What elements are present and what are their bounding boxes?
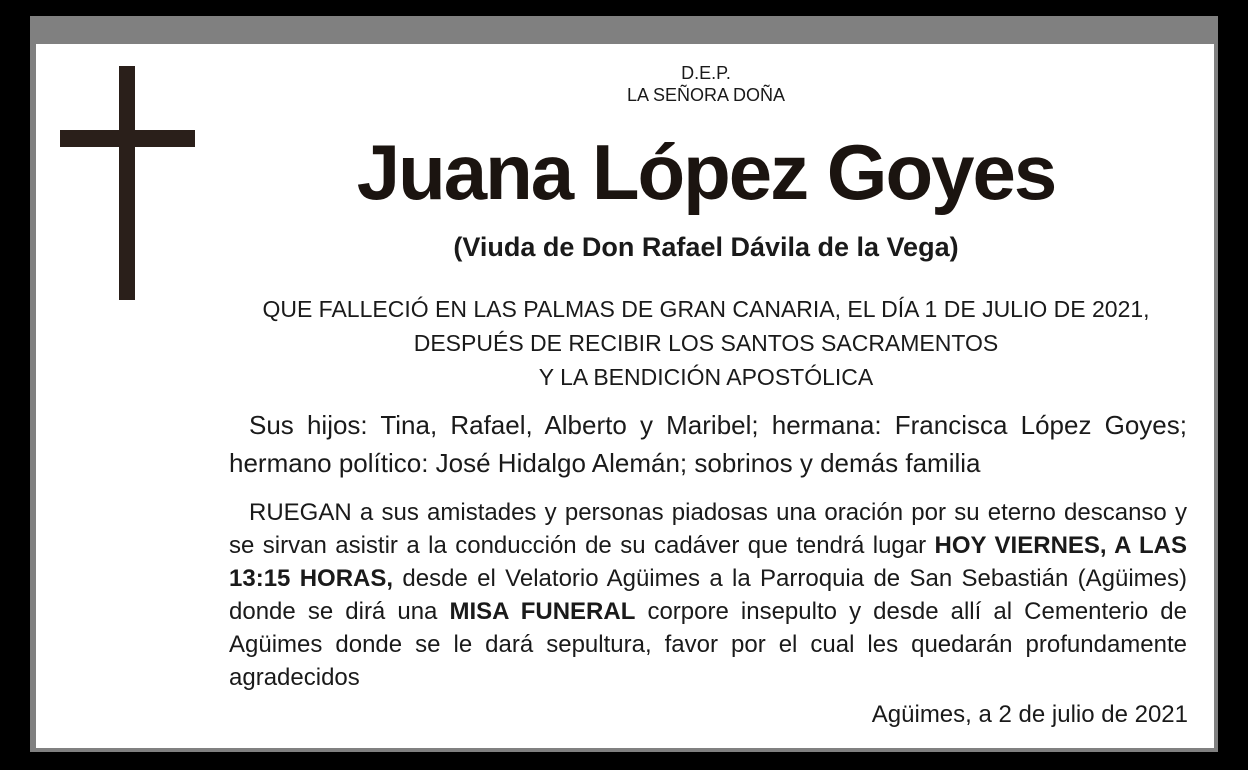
death-line: QUE FALLECIÓ EN LAS PALMAS DE GRAN CANARIA, EL DÍA 1 DE JULIO DE 2021, [262, 296, 1150, 322]
obituary-notice [36, 44, 1214, 748]
death-line: Y LA BENDICIÓN APOSTÓLICA [538, 364, 874, 390]
family-paragraph [229, 406, 1187, 482]
prayer-text-part: corpore insepulto y desde allí al Cementerio de Agüimes donde se le dará sepultura, favor por el cual les quedarán profundamente agradecidos [229, 598, 1187, 691]
death-announcement [226, 292, 1186, 394]
prayer-text-part: desde el Velatorio Agüimes a la Parroquia de San Sebastián (Agüimes) donde se dirá una [229, 565, 1188, 625]
prayer-text-part: RUEGAN a sus amistades y personas piadosas una oración por su eterno descanso y se sirvan asistir a la conducción de su cadáver que tendrá lugar [229, 499, 1187, 559]
service-time: HOY VIERNES, A LAS 13:15 HORAS, [229, 532, 1187, 592]
family-text: Sus hijos: Tina, Rafael, Alberto y Maribel; hermana: Francisca López Goyes; hermano político: José Hidalgo Alemán; sobrinos y demás familia [229, 410, 1187, 478]
honorific-title: LA SEÑORA DOÑA [626, 85, 786, 105]
cross-icon-vertical-bar [119, 66, 135, 300]
place-date: Agüimes, a 2 de julio de 2021 [871, 701, 1188, 728]
widow-subtitle: (Viuda de Don Rafael Dávila de la Vega) [453, 232, 959, 262]
prayer-paragraph [229, 496, 1187, 694]
deceased-name: Juana López Goyes [356, 128, 1056, 216]
cross-icon-horizontal-bar [60, 130, 195, 147]
death-line: DESPUÉS DE RECIBIR LOS SANTOS SACRAMENTOS [413, 330, 999, 356]
mass-label: MISA FUNERAL [449, 598, 636, 625]
dep-heading: D.E.P. [681, 63, 731, 83]
